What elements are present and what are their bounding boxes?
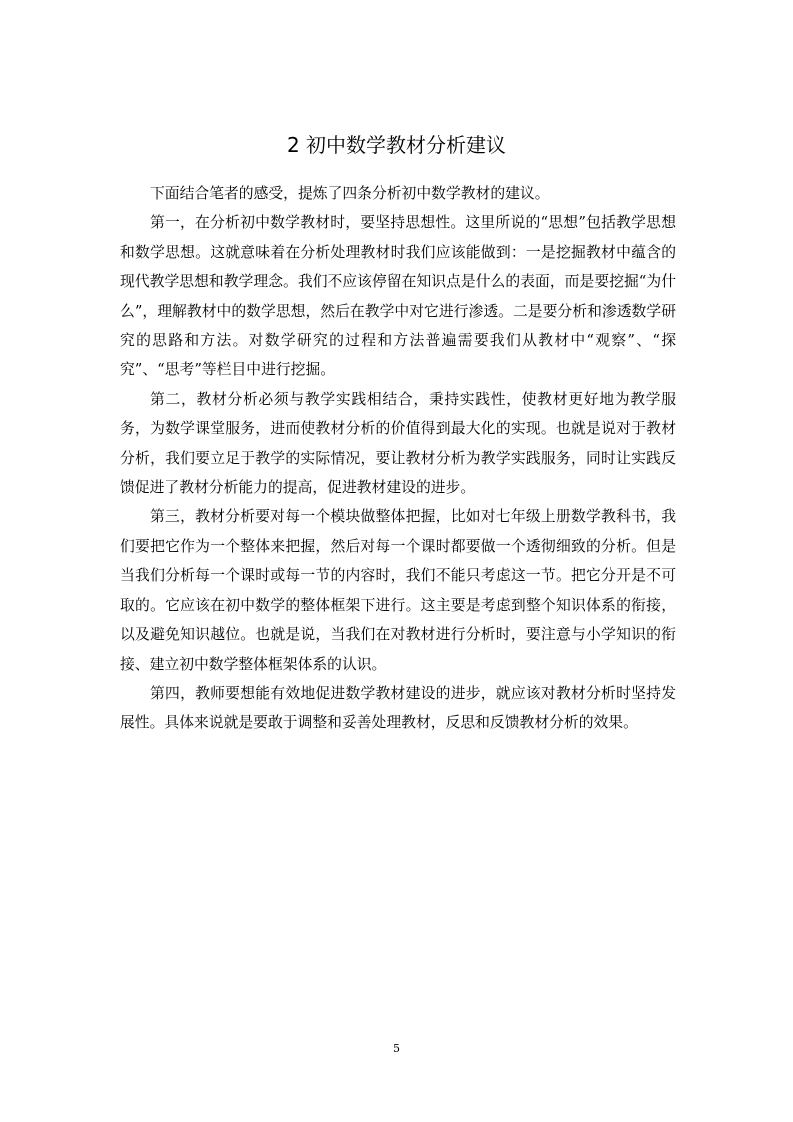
page-number: 5 bbox=[393, 1042, 400, 1055]
paragraph-second-suggestion: 第二，教材分析必须与教学实践相结合，秉持实践性，使教材更好地为教学服务，为数学课堂服务，进而使教材分析的价值得到最大化的实现。也就是说对于教材分析，我们要立足于教学的实际情况，要让教材分析为教学实践服务，同时让实践反馈促进了教材分析能力的提高，促进教材建设的进步。 bbox=[120, 390, 676, 497]
paragraph-first-suggestion: 第一，在分析初中数学教材时，要坚持思想性。这里所说的“思想”包括教学思想和数学思想。这就意味着在分析处理教材时我们应该能做到：一是挖掘教材中蕴含的现代教学思想和教学理念。我们不应该停留在知识点是什么的表面，而是要挖掘“为什么”，理解教材中的数学思想，然后在教学中对它进行渗透。二是要分析和渗透数学研究的思路和方法。对数学研究的过程和方法普遍需要我们从教材中“观察”、“探究”、“思考”等栏目中进行挖掘。 bbox=[120, 214, 676, 379]
section-title: 2 初中数学教材分析建议 bbox=[286, 133, 507, 157]
body-text bbox=[120, 179, 676, 738]
paragraph-intro: 下面结合笔者的感受，提炼了四条分析初中数学教材的建议。 bbox=[150, 185, 550, 202]
paragraph-third-suggestion: 第三，教材分析要对每一个模块做整体把握，比如对七年级上册数学教科书，我们要把它作为一个整体来把握，然后对每一个课时都要做一个透彻细致的分析。但是当我们分析每一个课时或每一节的内容时，我们不能只考虑这一节。把它分开是不可取的。它应该在初中数学的整体框架下进行。这主要是考虑到整个知识体系的衔接，以及避免知识越位。也就是说，当我们在对教材进行分析时，要注意与小学知识的衔接、建立初中数学整体框架体系的认识。 bbox=[120, 508, 676, 673]
paragraph-fourth-suggestion: 第四，教师要想能有效地促进数学教材建设的进步，就应该对教材分析时坚持发展性。具体来说就是要敢于调整和妥善处理教材，反思和反馈教材分析的效果。 bbox=[120, 684, 676, 732]
